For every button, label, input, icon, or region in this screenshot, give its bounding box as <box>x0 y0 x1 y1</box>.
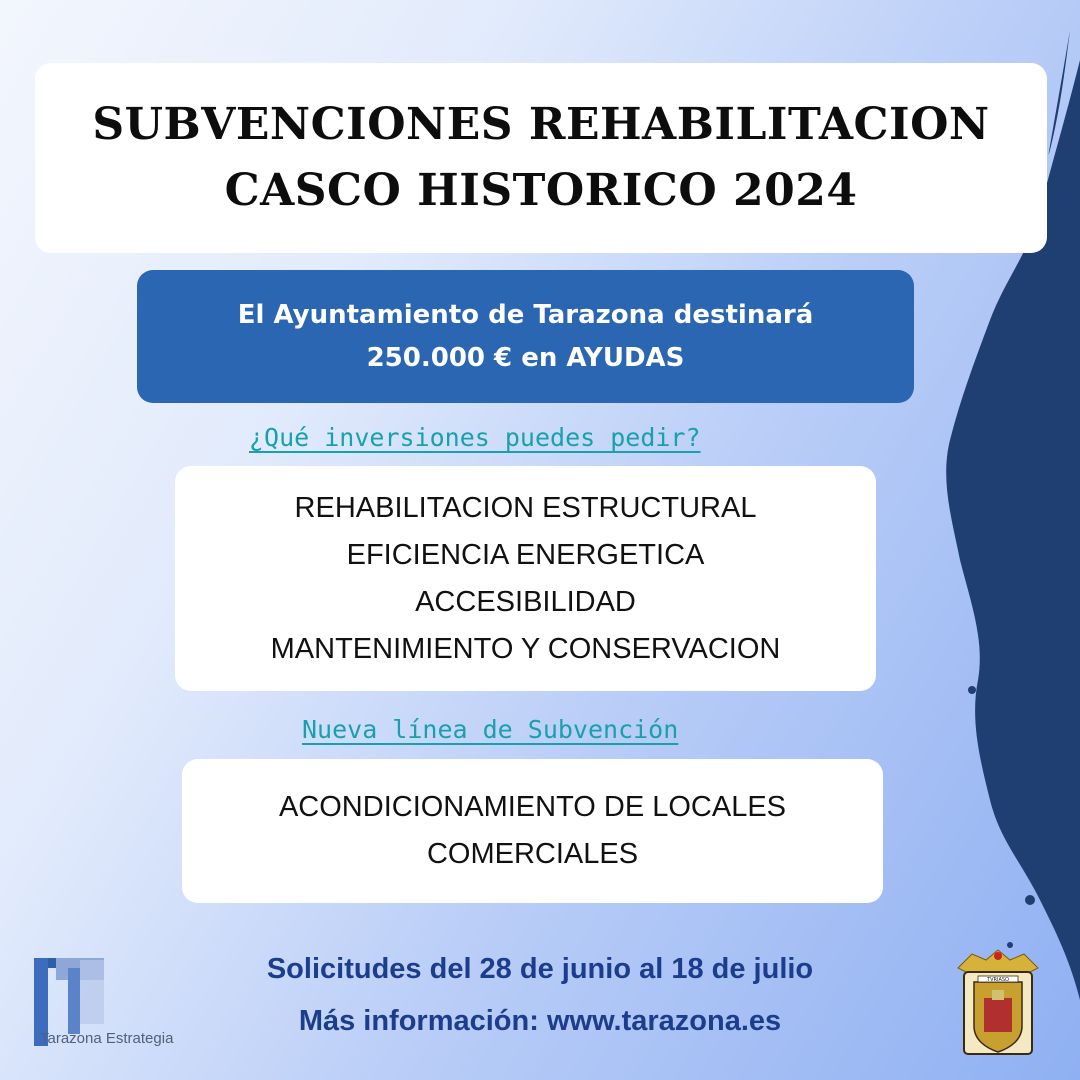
more-info: Más información: www.tarazona.es <box>298 1005 782 1037</box>
list-item: MANTENIMIENTO Y CONSERVACION <box>270 632 781 665</box>
list-item: REHABILITACION ESTRUCTURAL <box>294 491 757 524</box>
coat-of-arms-icon <box>946 946 1050 1062</box>
list-item: ACCESIBILIDAD <box>415 585 636 618</box>
title-line-2: CASCO HISTORICO 2024 <box>224 165 858 216</box>
crest-text: TVRIASO <box>987 977 1009 983</box>
title-line-1: SUBVENCIONES REHABILITACION <box>92 99 990 150</box>
new-line-heading: Nueva línea de Subvención <box>302 715 679 744</box>
logo-text: Tarazona Estrategia <box>40 1030 174 1047</box>
application-dates: Solicitudes del 28 de junio al 18 de julio <box>266 953 814 985</box>
list-item: EFICIENCIA ENERGETICA <box>346 538 705 571</box>
new-line-list <box>182 759 883 903</box>
announcement-line-1: El Ayuntamiento de Tarazona destinará <box>237 299 814 330</box>
title-box <box>35 63 1047 253</box>
investments-list <box>175 466 876 691</box>
list-item: COMERCIALES <box>426 838 639 870</box>
announcement-line-2: 250.000 € en AYUDAS <box>366 342 685 373</box>
list-item: ACONDICIONAMIENTO DE LOCALES <box>278 791 787 823</box>
investments-heading: ¿Qué inversiones puedes pedir? <box>249 423 701 452</box>
announcement-box <box>137 270 914 403</box>
